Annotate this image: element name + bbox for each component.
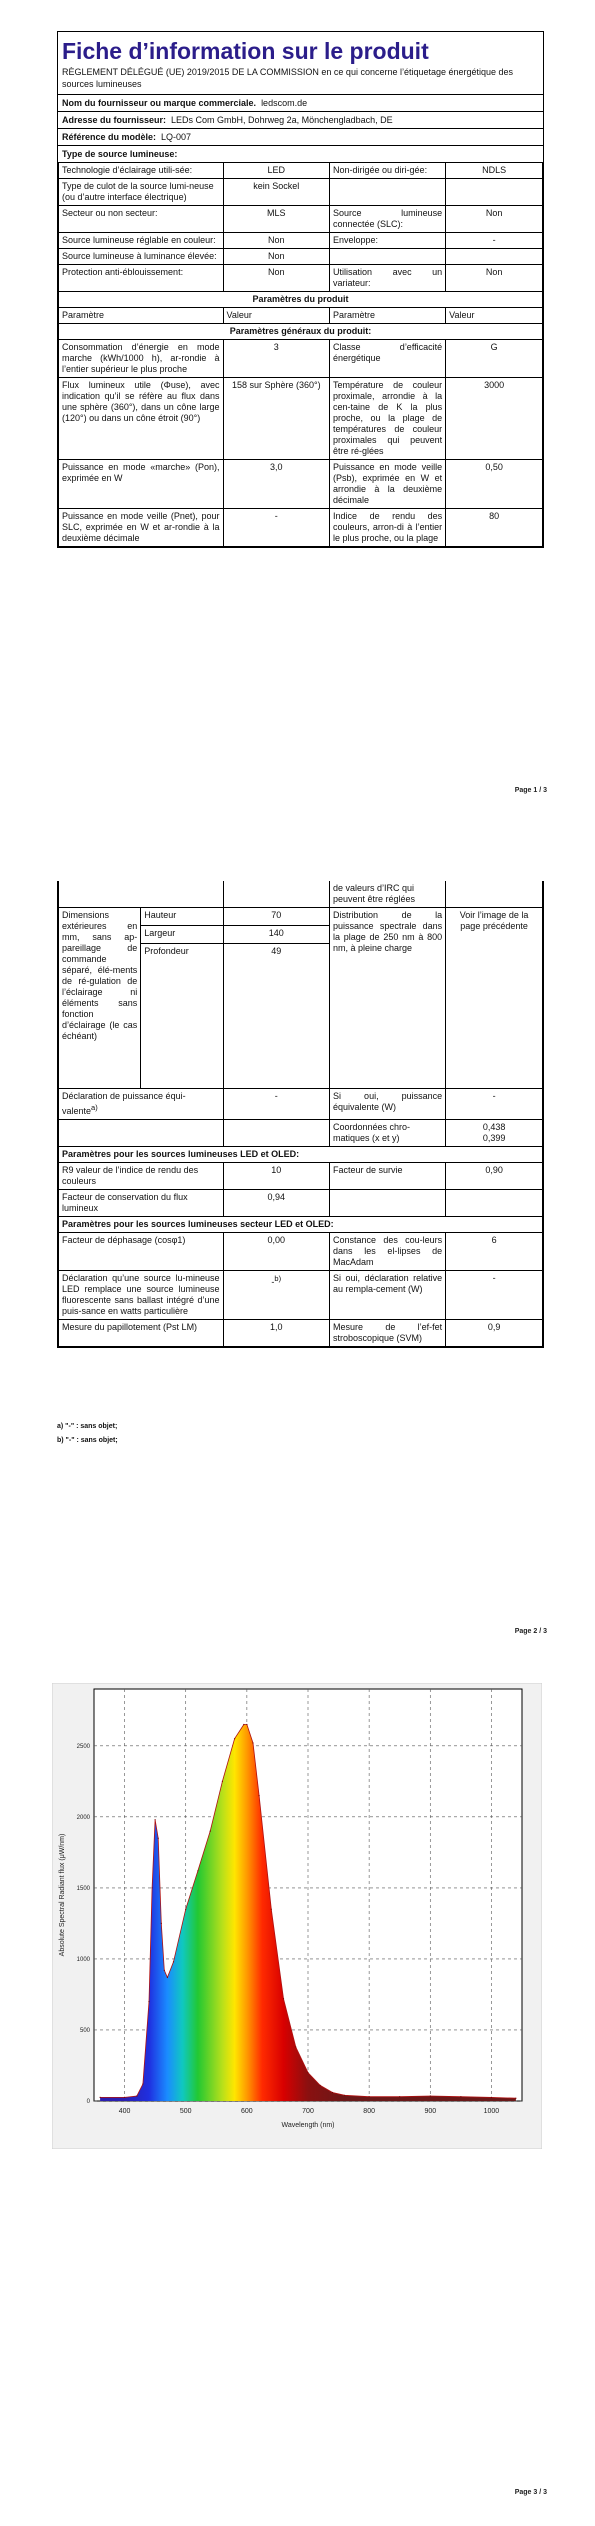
dim-height-value: 70 (223, 908, 329, 926)
source-type-row (59, 233, 543, 249)
spectrum-point (252, 1742, 253, 1743)
spectrum-point (197, 1870, 198, 1871)
label-cell: Source lumineuse à luminance élevée: (59, 249, 224, 265)
spectrum-point (148, 2001, 149, 2002)
dim-width-label: Largeur (141, 926, 223, 944)
spectral-label: Distribution de la puissance spectrale dans la plage de 250 nm à 800 nm, à pleine charge (330, 908, 446, 1089)
macadam-value: 6 (446, 1233, 543, 1271)
label-cell: Technologie d’éclairage utili-sée: (59, 163, 224, 179)
label-cell: Type de culot de la source lumi-neuse (ou d’autre interface électrique) (59, 179, 224, 206)
chroma-label: Coordonnées chro-matiques (x et y) (330, 1120, 446, 1147)
y-tick-label: 2500 (76, 1743, 90, 1750)
page-1 (0, 0, 595, 835)
replace-footnote-marker: b) (274, 1274, 282, 1283)
y-tick-label: 500 (79, 2027, 90, 2034)
supplier-label: Nom du fournisseur ou marque commerciale. (62, 98, 257, 108)
x-tick-label: 1000 (483, 2108, 500, 2115)
general-params-heading: Paramètres généraux du produit: (59, 324, 543, 340)
spectrum-point (161, 1923, 162, 1924)
chroma-y: 0,399 (482, 1133, 506, 1143)
label-cell: Indice de rendu des couleurs, arron-di à l’entier le plus proche, ou la plage (330, 509, 446, 547)
x-axis-label: Wavelength (nm) (281, 2122, 335, 2129)
label-cell: Utilisation avec un variateur: (330, 265, 446, 292)
lumen-maintenance-label: Facteur de conservation du flux lumineux (59, 1190, 224, 1217)
label-cell: Puissance en mode «marche» (Pon), exprimée en W (59, 460, 224, 509)
value-cell: - (446, 233, 543, 249)
footnote-b: b) "-" : sans objet; (57, 1437, 118, 1444)
equiv-value: - (223, 1089, 329, 1120)
spectrum-point (164, 1970, 165, 1971)
value-cell (446, 179, 543, 206)
params-table-continued (58, 881, 543, 1347)
x-tick-label: 400 (118, 2108, 131, 2115)
label-cell: Secteur ou non secteur: (59, 206, 224, 233)
lumen-maintenance-value: 0,94 (223, 1190, 329, 1217)
product-sheet (57, 31, 544, 548)
value-cell: LED (223, 163, 329, 179)
address-row (58, 112, 543, 129)
spectrum-point (307, 2072, 308, 2073)
label-cell (330, 179, 446, 206)
equiv-w-value: - (446, 1089, 543, 1120)
x-tick-label: 700 (302, 2108, 314, 2115)
spectrum-point (210, 1831, 211, 1832)
source-type-row (59, 249, 543, 265)
survival-value: 0,90 (446, 1163, 543, 1190)
value-cell: 3000 (446, 378, 543, 460)
value-cell: - (223, 509, 329, 547)
value-cell: 0,50 (446, 460, 543, 509)
source-type-row (59, 179, 543, 206)
value-cell: NDLS (446, 163, 543, 179)
spectrum-point (167, 1977, 168, 1978)
spectrum-point (430, 2095, 431, 2096)
y-tick-label: 0 (86, 2099, 90, 2105)
value-cell: kein Sockel (223, 179, 329, 206)
value-cell: Non (446, 265, 543, 292)
spectral-value: Voir l’image de la page précédente (446, 908, 543, 1089)
address-value: LEDs Com GmbH, Dohrweg 2a, Mönchengladbach, DE (171, 115, 393, 125)
spectrum-point (100, 2097, 101, 2098)
spectrum-point (491, 2097, 492, 2098)
label-cell: Source lumineuse réglable en couleur: (59, 233, 224, 249)
mains-params-heading: Paramètres pour les sources lumineuses secteur LED et OLED: (59, 1217, 543, 1233)
spectrum-point (246, 1724, 247, 1725)
flicker-label: Mesure du papillotement (Pst LM) (59, 1320, 224, 1347)
strobo-value: 0,9 (446, 1320, 543, 1347)
dim-depth-value: 49 (223, 944, 329, 1089)
regulation-subtitle: RÈGLEMENT DÉLÉGUÉ (UE) 2019/2015 DE LA COMMISSION en ce qui concerne l’étiquetage énergétique des sources lumineuses (58, 66, 543, 95)
value-cell: 80 (446, 509, 543, 547)
label-cell: Flux lumineux utile (Φuse), avec indication qu’il se réfère au flux dans une sphère (360°), dans un cône large (120°) ou dans un cône étroit (90°) (59, 378, 224, 460)
spectrum-point (271, 1909, 272, 1910)
y-tick-label: 1000 (76, 1956, 90, 1963)
label-cell: Consommation d’énergie en mode marche (kWh/1000 h), ar-rondie à l’entier supérieur le plus proche (59, 340, 224, 378)
value-cell: Non (223, 233, 329, 249)
x-tick-label: 800 (363, 2108, 375, 2115)
value-cell: Non (223, 249, 329, 265)
macadam-label: Constance des cou-leurs dans les el-lipses de MacAdam (330, 1233, 446, 1271)
spectrum-point (155, 1819, 156, 1820)
general-param-row (59, 340, 543, 378)
page-number: Page 3 / 3 (514, 2489, 547, 2496)
value-cell: 158 sur Sphère (360°) (223, 378, 329, 460)
address-label: Adresse du fournisseur: (62, 115, 167, 125)
page-3 (0, 1677, 595, 2526)
spectrum-point (399, 2096, 400, 2097)
col-value-2: Valeur (446, 308, 543, 324)
source-type-heading: Type de source lumineuse: (62, 149, 178, 159)
spectrum-point (158, 1838, 159, 1839)
spectrum-point (259, 1795, 260, 1796)
label-cell: Puissance en mode veille (Psb), exprimée en W et arrondie à la deuxième décimale (330, 460, 446, 509)
model-row (58, 129, 543, 146)
x-tick-label: 900 (424, 2108, 437, 2115)
replace-w-label: Si oui, déclaration relative au rempla-cement (W) (330, 1271, 446, 1320)
label-cell: Non-dirigée ou diri-gée: (330, 163, 446, 179)
page-2 (0, 835, 595, 1677)
strobo-label: Mesure de l’ef-fet stroboscopique (SVM) (330, 1320, 446, 1347)
value-cell: MLS (223, 206, 329, 233)
r9-label: R9 valeur de l’indice de rendu des couleurs (59, 1163, 224, 1190)
label-cell: Température de couleur proximale, arrondie à la cen-taine de K la plus proche, ou la plage de températures de couleur proximales qui peuvent être ré-glées (330, 378, 446, 460)
source-type-row (59, 265, 543, 292)
value-cell (446, 249, 543, 265)
flicker-value: 1,0 (223, 1320, 329, 1347)
col-param-2: Paramètre (330, 308, 446, 324)
label-cell: Source lumineuse connectée (SLC): (330, 206, 446, 233)
spectrum-point (136, 2095, 137, 2096)
survival-label: Facteur de survie (330, 1163, 446, 1190)
general-param-row (59, 460, 543, 509)
phase-value: 0,00 (223, 1233, 329, 1271)
product-params-heading: Paramètres du produit (59, 292, 543, 308)
page-number: Page 1 / 3 (514, 787, 547, 794)
spectrum-point (332, 2092, 333, 2093)
value-cell: Non (223, 265, 329, 292)
col-value-1: Valeur (223, 308, 329, 324)
source-type-row (59, 163, 543, 179)
spectrum-point (152, 1887, 153, 1888)
spectrum-point (344, 2095, 345, 2096)
equiv-w-label: Si oui, puissance équivalente (W) (330, 1089, 446, 1120)
r9-value: 10 (223, 1163, 329, 1190)
general-param-row (59, 509, 543, 547)
spectrum-point (234, 1738, 235, 1739)
replace-w-value: - (446, 1271, 543, 1320)
dim-width-value: 140 (223, 926, 329, 944)
spectral-distribution-chart (52, 1683, 542, 2149)
spectrum-point (243, 1724, 244, 1725)
label-cell: Protection anti-éblouissement: (59, 265, 224, 292)
supplier-value: ledscom.de (261, 98, 308, 108)
footnote-a: a) "-" : sans objet; (57, 1423, 118, 1430)
equiv-label: Déclaration de puissance équi-valente$^{a)}$ (59, 1089, 224, 1120)
label-cell: Classe d’efficacité énergétique (330, 340, 446, 378)
page-number: Page 2 / 3 (514, 1628, 547, 1635)
value-cell: Non (446, 206, 543, 233)
model-label: Référence du modèle: (62, 132, 157, 142)
product-sheet-continued (57, 881, 544, 1348)
spectrum-point (173, 1961, 174, 1962)
x-tick-label: 600 (241, 2108, 253, 2115)
replace-label: Déclaration qu’une source lu-mineuse LED remplace une source lumineuse fluorescente sans ballast intégré d’une puis-sance en watts particulière (59, 1271, 224, 1320)
spectrum-point (283, 1998, 284, 1999)
dim-depth-label: Profondeur (141, 944, 223, 1089)
label-cell (330, 249, 446, 265)
source-type-row (59, 206, 543, 233)
spectrum-point (295, 2046, 296, 2047)
dim-height-label: Hauteur (141, 908, 223, 926)
value-cell: 3,0 (223, 460, 329, 509)
y-axis-label: Absolute Spectral Radiant flux (μW/nm) (59, 1833, 66, 1957)
spectrum-point (124, 2097, 125, 2098)
page-title: Fiche d’information sur le produit (62, 38, 429, 64)
equiv-footnote-marker: a) (91, 1103, 98, 1112)
spectrum-point (142, 2083, 143, 2084)
spectrum-point (222, 1781, 223, 1782)
supplier-row (58, 95, 543, 112)
label-cell: Puissance en mode veille (Pnet), pour SLC, exprimée en W et ar-rondie à la deuxième décimale (59, 509, 224, 547)
source-type-table (58, 162, 543, 547)
value-cell: 3 (223, 340, 329, 378)
phase-label: Facteur de déphasage (cosφ1) (59, 1233, 224, 1271)
general-param-row (59, 378, 543, 460)
cri-range-continued: de valeurs d’IRC qui peuvent être réglées (330, 881, 446, 908)
spectrum-point (320, 2085, 321, 2086)
spectrum-point (369, 2096, 370, 2097)
led-params-heading: Paramètres pour les sources lumineuses LED et OLED: (59, 1147, 543, 1163)
spectrum-point (185, 1909, 186, 1910)
value-cell: G (446, 340, 543, 378)
replace-value: -$^{b)}$ (223, 1271, 329, 1320)
y-tick-label: 2000 (76, 1814, 90, 1821)
spectrum-point (515, 2098, 516, 2099)
label-cell: Enveloppe: (330, 233, 446, 249)
chroma-value (446, 1120, 543, 1147)
col-param-1: Paramètre (59, 308, 224, 324)
model-value: LQ-007 (161, 132, 192, 142)
spectrum-point (460, 2096, 461, 2097)
x-tick-label: 500 (179, 2108, 192, 2115)
dimensions-label: Dimensions extérieures en mm, sans ap-pareillage de commande séparé, élé-ments de ré-gulation de l’éclairage ni éléments sans fonction d’éclairage (le cas échéant) (59, 908, 141, 1089)
chroma-x: 0,438 (482, 1122, 506, 1132)
y-tick-label: 1500 (76, 1885, 90, 1892)
